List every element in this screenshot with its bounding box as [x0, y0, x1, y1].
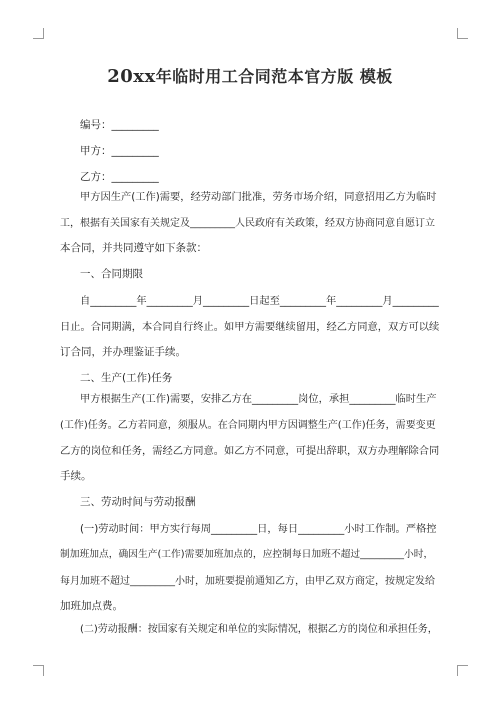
paragraph-line: 本合同，并共同遵守如下条款：: [60, 242, 207, 254]
section-heading-hours-pay: 三、劳动时间与劳动报酬: [80, 496, 196, 508]
paragraph-line: 制加班加点，确因生产(工作)需要加班加点的，应控制每日加班不超过_________小时，: [60, 549, 434, 560]
corner-mark-top-right: [457, 28, 468, 39]
section-heading-task: 二、生产(工作)任务: [80, 372, 173, 384]
paragraph-line: (二)劳动报酬：按国家有关规定和单位的实际情况，根据乙方的岗位和承担任务，: [80, 624, 438, 635]
paragraph-line: (工作)任务。乙方若同意，须服从。在合同期内甲方因调整生产(工作)任务，需要变更: [60, 420, 436, 431]
corner-mark-bottom-right: [457, 665, 468, 676]
paragraph-line: 加班加点费。: [60, 600, 123, 612]
contract-number-field: 编号：_________: [80, 119, 159, 131]
section-heading-term: 一、合同期限: [80, 268, 143, 280]
paragraph-line: 甲方因生产(工作)需要，经劳动部门批准，劳务市场介绍，同意招用乙方为临时: [80, 191, 437, 203]
title-number: 20xx: [107, 66, 156, 87]
paragraph-line: 自_________年_________月_________日起至_________年_________月_________: [80, 295, 439, 307]
paragraph-line: 工，根据有关国家有关规定及_________人民政府有关政策，经双方协商同意自愿订立: [60, 218, 435, 229]
corner-mark-bottom-left: [33, 665, 44, 676]
paragraph-line: 每月加班不超过_________小时，加班要提前通知乙方，由甲乙双方商定，按规定发给: [60, 576, 435, 587]
paragraph-line: 日止。合同期满，本合同自行终止。如甲方需要继续留用，经乙方同意，双方可以续: [60, 321, 440, 333]
party-a-field: 甲方：_________: [80, 145, 159, 157]
document-title: [0, 64, 500, 87]
paragraph-line: 甲方根据生产(工作)需要，安排乙方在_________岗位，承担_________临时生产: [80, 393, 437, 405]
paragraph-line: (一)劳动时间：甲方实行每周_________日，每日_________小时工作制。严格控: [80, 523, 437, 535]
title-text: 年临时用工合同范本官方版 模板: [155, 67, 393, 86]
paragraph-line: 乙方的岗位和任务，需经乙方同意。如乙方不同意，可提出辞职，双方办理解除合同: [60, 445, 440, 457]
paragraph-line: 手续。: [60, 470, 92, 482]
corner-mark-top-left: [33, 28, 44, 39]
paragraph-line: 订合同，并办理鉴证手续。: [60, 346, 186, 358]
party-b-field: 乙方：_________: [80, 171, 159, 183]
